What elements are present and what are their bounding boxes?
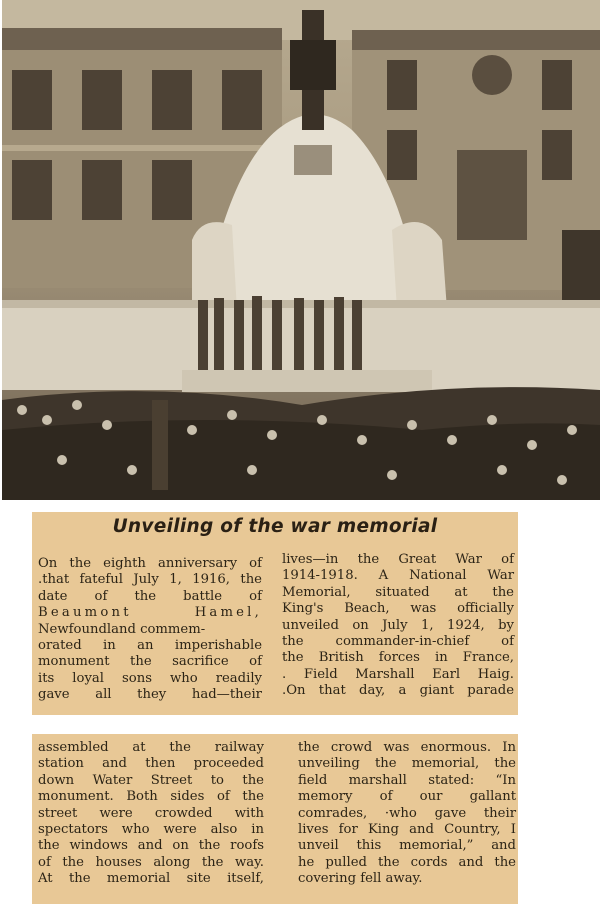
memorial-unveiling-scene: [2, 0, 600, 500]
text-line: .that fateful July 1, 1916, the: [38, 572, 262, 588]
text-line: monument the sacrifice of: [38, 654, 262, 670]
text-line: field marshall stated: “In: [298, 772, 516, 788]
text-line: spectators who were also in: [38, 822, 264, 838]
text-line: gave all they had—their: [38, 687, 262, 703]
text-line: the commander-in-chief of: [282, 634, 514, 650]
text-line: the crowd was enormous. In: [298, 740, 516, 755]
newspaper-clipping-part-1: [32, 512, 518, 715]
text-line: At the memorial site itself,: [38, 871, 264, 887]
text-line: covering fell away.: [298, 871, 423, 887]
text-line: street were crowded with: [38, 805, 264, 821]
text-line: memory of our gallant: [298, 789, 516, 805]
honour-guard: [198, 296, 362, 370]
text-line: King's Beach, was officially: [282, 601, 514, 617]
text-line: comrades, ·who gave their: [298, 805, 516, 821]
right-column: [282, 552, 514, 700]
text-line: lives—in the Great War of: [282, 552, 514, 567]
text-line: orated in an imperishable: [38, 638, 262, 654]
text-line: of the houses along the way.: [38, 854, 264, 870]
newspaper-clipping-part-2: [32, 734, 518, 904]
text-line: Beaumont Hamel,: [38, 605, 262, 621]
text-line: station and then proceeded: [38, 756, 264, 772]
text-line: unveiling the memorial, the: [298, 756, 516, 772]
text-line: the British forces in France,: [282, 650, 514, 666]
text-line: unveil this memorial,” and: [298, 838, 516, 854]
text-line: .On that day, a giant parade: [282, 683, 514, 699]
historical-photograph: [2, 0, 600, 500]
text-line: Newfoundland commem-: [38, 621, 206, 637]
text-line: . Field Marshall Earl Haig.: [282, 666, 514, 682]
text-line: unveiled on July 1, 1924, by: [282, 617, 514, 633]
text-line: On the eighth anniversary of: [38, 556, 262, 571]
text-line: the windows and on the roofs: [38, 838, 264, 854]
left-column: [38, 556, 262, 704]
text-line: Memorial, situated at the: [282, 584, 514, 600]
text-line: its loyal sons who readily: [38, 670, 262, 686]
text-line: 1914-1918. A National War: [282, 568, 514, 584]
text-line: lives for King and Country, I: [298, 822, 516, 838]
right-column: [298, 740, 516, 888]
text-line: date of the battle of: [38, 588, 262, 604]
crowd: [2, 387, 600, 500]
text-line: he pulled the cords and the: [298, 854, 516, 870]
headline: Unveiling of the war memorial: [112, 516, 438, 537]
left-column: [38, 740, 264, 888]
text-line: assembled at the railway: [38, 740, 264, 755]
text-line: down Water Street to the: [38, 772, 264, 788]
text-line: monument. Both sides of the: [38, 789, 264, 805]
